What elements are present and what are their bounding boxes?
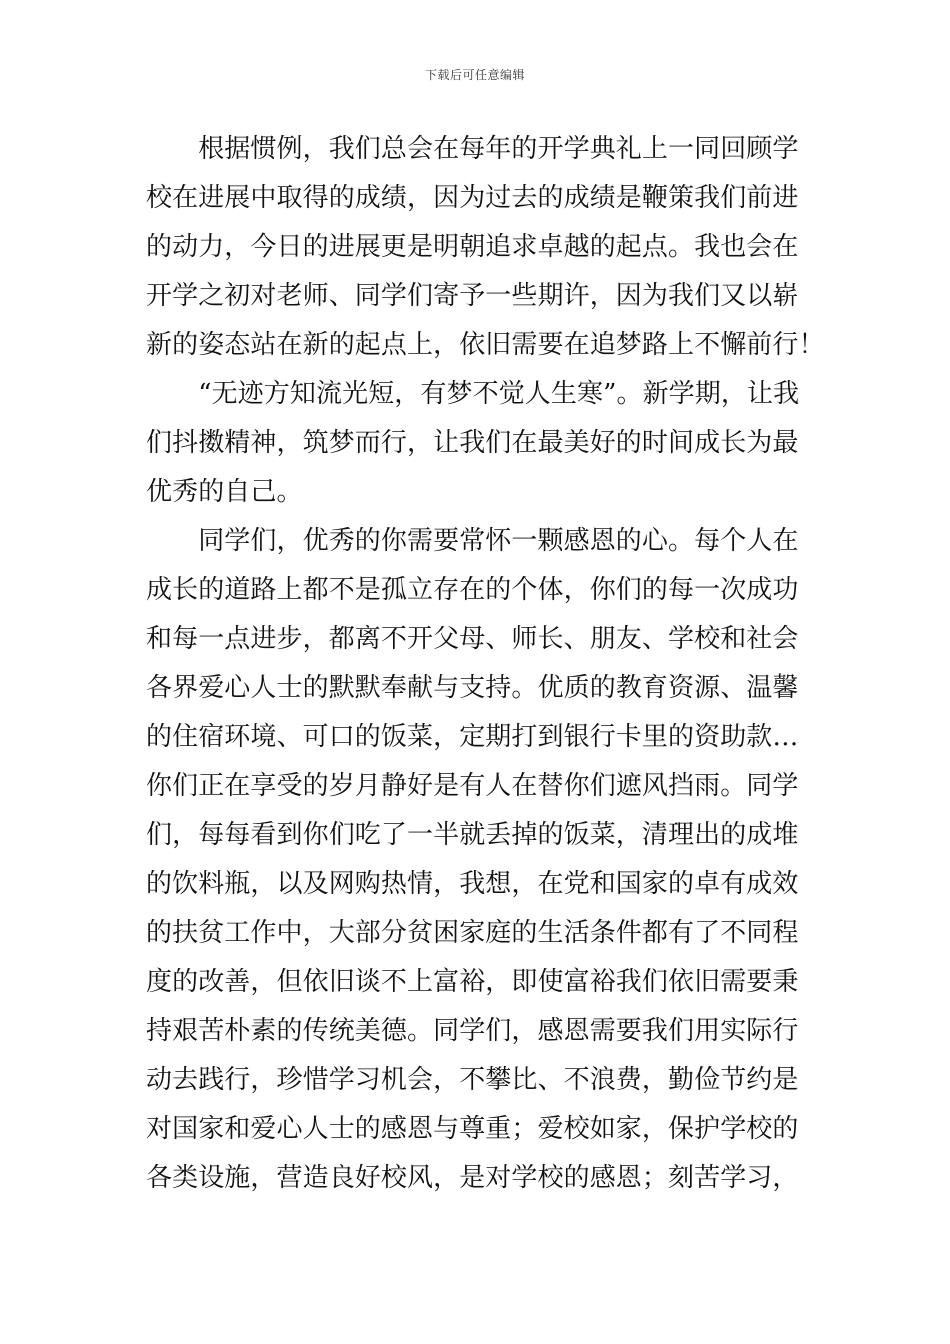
paragraph-2 xyxy=(146,370,808,517)
text-line: 的住宿环境、可口的饭菜，定期打到银行卡里的资助款… xyxy=(146,722,799,752)
text-line: 的饮料瓶，以及网购热情，我想，在党和国家的卓有成效 xyxy=(146,869,799,899)
text-line: 度的改善，但依旧谈不上富裕，即使富裕我们依旧需要秉 xyxy=(146,967,799,997)
text-line: 根据惯例，我们总会在每年的开学典礼上一同回顾学 xyxy=(146,134,799,164)
text-line: 们，每每看到你们吃了一半就丢掉的饭菜，清理出的成堆 xyxy=(146,820,799,850)
text-line: 和每一点进步，都离不开父母、师长、朋友、学校和社会 xyxy=(146,624,799,654)
paragraph-3 xyxy=(146,517,808,1203)
text-line: 成长的道路上都不是孤立存在的个体，你们的每一次成功 xyxy=(146,575,799,605)
text-line: 持艰苦朴素的传统美德。同学们，感恩需要我们用实际行 xyxy=(146,1016,799,1046)
header-note: 下载后可任意编辑 xyxy=(424,68,525,82)
text-line: 新的姿态站在新的起点上，依旧需要在追梦路上不懈前行！ xyxy=(146,330,825,360)
text-line: 动去践行，珍惜学习机会，不攀比、不浪费，勤俭节约是 xyxy=(146,1065,799,1095)
paragraph-1 xyxy=(146,125,825,370)
text-line: “无迹方知流光短，有梦不觉人生寒”。新学期，让我 xyxy=(146,379,800,409)
text-line: 开学之初对老师、同学们寄予一些期许，因为我们又以崭 xyxy=(146,281,799,311)
text-line: 的动力，今日的进展更是明朝追求卓越的起点。我也会在 xyxy=(146,232,799,262)
text-line: 们抖擞精神，筑梦而行，让我们在最美好的时间成长为最 xyxy=(146,428,799,458)
text-line: 对国家和爱心人士的感恩与尊重；爱校如家，保护学校的 xyxy=(146,1114,799,1144)
text-line: 同学们，优秀的你需要常怀一颗感恩的心。每个人在 xyxy=(146,526,799,556)
text-line: 的扶贫工作中，大部分贫困家庭的生活条件都有了不同程 xyxy=(146,918,799,948)
text-line: 优秀的自己。 xyxy=(146,477,303,507)
text-line: 各类设施，营造良好校风，是对学校的感恩；刻苦学习， xyxy=(146,1163,799,1193)
text-line: 各界爱心人士的默默奉献与支持。优质的教育资源、温馨 xyxy=(146,673,799,703)
text-line: 你们正在享受的岁月静好是有人在替你们遮风挡雨。同学 xyxy=(146,771,799,801)
text-line: 校在进展中取得的成绩，因为过去的成绩是鞭策我们前进 xyxy=(146,183,799,213)
document-body xyxy=(146,125,825,1203)
